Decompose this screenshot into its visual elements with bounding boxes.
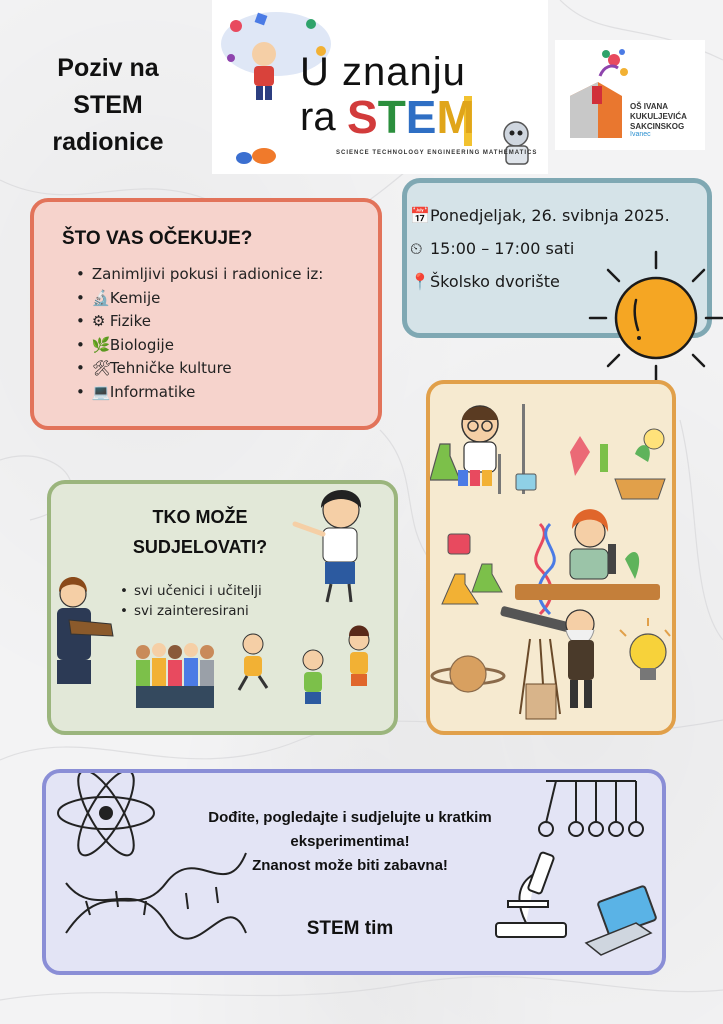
logo-text-ra: ra	[300, 95, 336, 139]
event-time	[410, 239, 574, 259]
title-line-1: Poziv na	[57, 54, 159, 82]
title-line-3: radionice	[52, 128, 164, 156]
list-item	[76, 287, 323, 311]
event-time-text: 15:00 – 17:00 sati	[430, 239, 575, 258]
who-illustrations	[51, 484, 394, 731]
list-item	[76, 310, 323, 334]
subject-label: Informatike	[109, 382, 196, 401]
subject-label: Fizike	[109, 312, 151, 330]
gear-icon: ⚙	[91, 312, 106, 330]
clock-icon: ⏲	[410, 239, 423, 258]
school-logo-icon	[562, 46, 632, 142]
school-town: Ivanec	[630, 131, 651, 138]
event-date-text: Ponedjeljak, 26. svibnja 2025.	[430, 206, 670, 225]
list-item	[76, 381, 323, 405]
location-pin-icon: 📍	[410, 272, 430, 291]
page-title	[28, 50, 188, 161]
expect-title: ŠTO VAS OČEKUJE?	[62, 228, 253, 249]
event-date	[410, 206, 670, 225]
footer-message	[160, 806, 540, 878]
school-name: OŠ IVANA KUKULJEVIĆA SAKCINSKOG	[630, 102, 687, 131]
expect-list	[76, 263, 323, 404]
logo-subtitle: SCIENCE TECHNOLOGY ENGINEERING MATHEMATICS	[336, 150, 538, 156]
footer-line-1: Dođite, pogledajte i sudjelujte u kratkim	[208, 809, 492, 826]
list-item	[76, 334, 323, 358]
microscope-icon: 🔬	[91, 288, 111, 307]
subject-label: Kemije	[109, 288, 161, 307]
computer-icon: 💻	[91, 382, 111, 401]
subject-label: Biologije	[109, 335, 174, 354]
who-title-line-1: TKO MOŽE	[152, 507, 248, 527]
list-item: • svi učenici i učitelji	[120, 581, 262, 601]
logo-stem-letters	[347, 90, 475, 144]
expect-intro	[76, 263, 323, 287]
event-place	[410, 272, 560, 291]
newtons-cradle-icon	[539, 781, 643, 836]
logo-text-u-znanju: U znanju	[300, 50, 466, 94]
sun-icon	[586, 248, 723, 386]
calendar-icon: 📅	[410, 206, 430, 225]
leaf-icon: 🌿	[91, 335, 111, 354]
footer-signature: STEM tim	[306, 918, 394, 939]
footer-line-3: Znanost može biti zabavna!	[252, 857, 448, 874]
logo-letter-s: S	[347, 91, 378, 143]
tools-icon: 🛠	[91, 359, 111, 377]
who-title-line-2: SUDJELOVATI?	[132, 537, 268, 557]
logo-letter-e: E	[405, 91, 437, 143]
footer-line-2: eksperimentima!	[290, 833, 410, 850]
science-illustrations	[430, 384, 672, 731]
expect-intro-text: Zanimljivi pokusi i radionice iz:	[91, 265, 324, 283]
laptop-icon	[586, 886, 657, 955]
list-item	[76, 357, 323, 381]
title-line-2: STEM	[73, 91, 143, 119]
event-place-text: Školsko dvorište	[430, 272, 560, 291]
logo-letter-m: M	[436, 91, 475, 143]
logo-letter-t: T	[377, 91, 406, 143]
subject-label: Tehničke kulture	[109, 359, 232, 377]
list-item: • svi zainteresirani	[120, 601, 262, 621]
